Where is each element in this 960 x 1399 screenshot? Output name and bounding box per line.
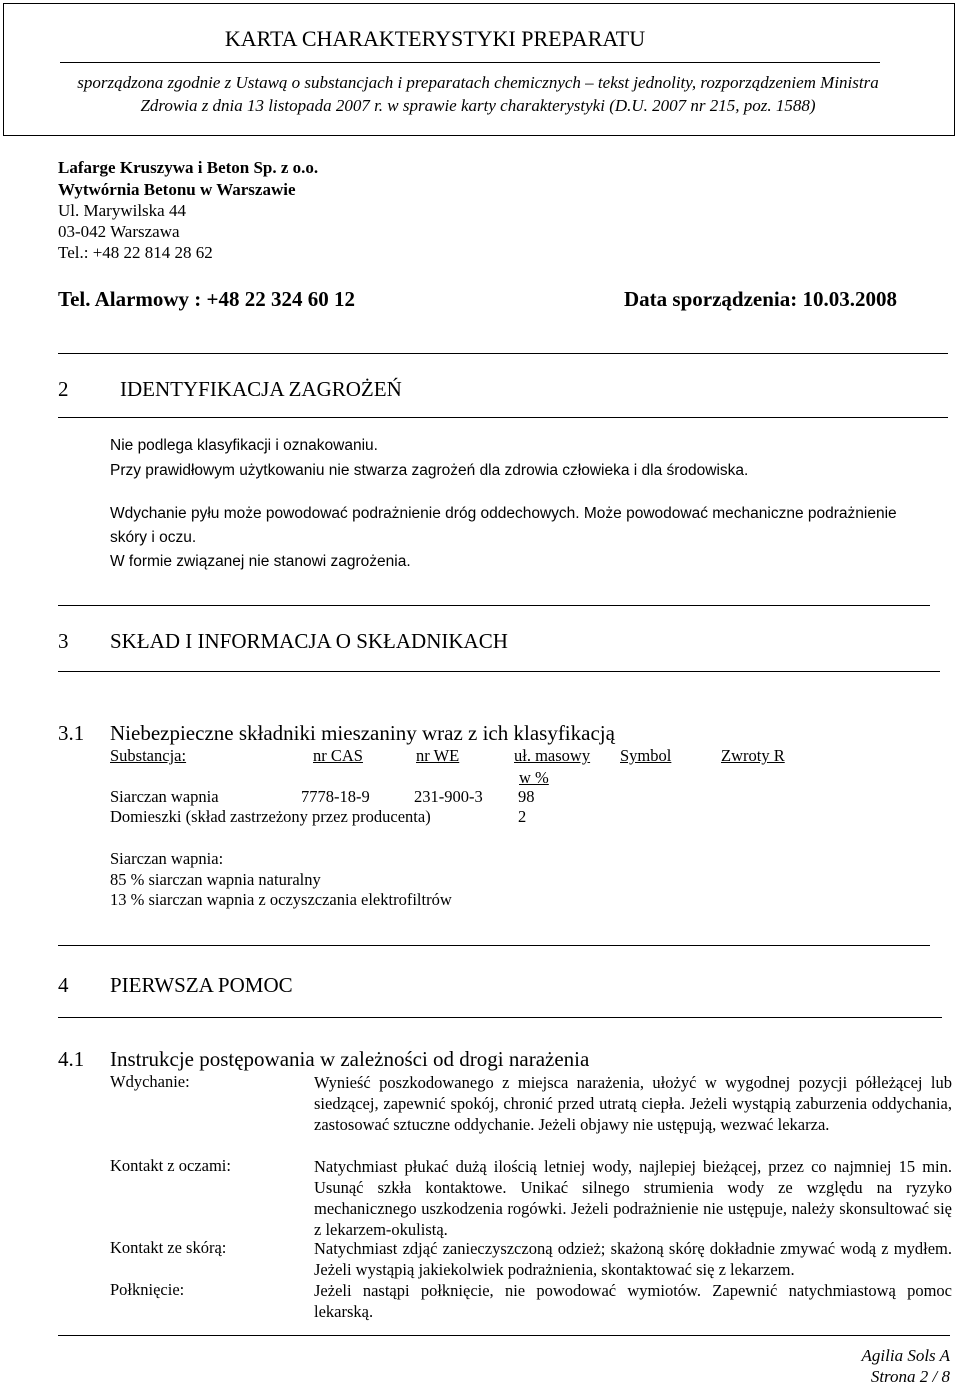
ingestion-text: Jeżeli nastąpi połknięcie, nie powodować wymiotów. Zapewnić natychmiastową pomoc lekarską. bbox=[314, 1281, 952, 1321]
row2-percent: 2 bbox=[518, 807, 527, 826]
section2-line2: Przy prawidłowym użytkowaniu nie stwarza zagrożeń dla zdrowia człowieka i dla środowiska. bbox=[110, 462, 749, 479]
note-line1: 85 % siarczan wapnia naturalny bbox=[110, 870, 321, 889]
skin-contact-text: Natychmiast zdjąć zanieczyszczoną odzież; skażoną skórę dokładnie zmywać wodą z mydłem. Jeżeli wystąpią jakiekolwiek podrażnienia, skontaktować się z lekarzem. bbox=[314, 1239, 952, 1279]
section2-line5: W formie związanej nie stanowi zagrożenia. bbox=[110, 553, 411, 570]
company-street: Ul. Marywilska 44 bbox=[58, 201, 186, 220]
row1-substance: Siarczan wapnia bbox=[110, 787, 219, 806]
section4-1-number: 4.1 bbox=[58, 1047, 85, 1071]
section4-number: 4 bbox=[58, 973, 69, 997]
company-city: 03-042 Warszawa bbox=[58, 222, 180, 241]
inhalation-label: Wdychanie: bbox=[110, 1072, 190, 1091]
section4-1-title: Instrukcje postępowania w zależności od drogi narażenia bbox=[110, 1047, 590, 1071]
eye-contact-text: Natychmiast płukać dużą ilością letniej wody, najlepiej bieżącej, przez co najmniej 15 min. Usunąć szkła kontaktowe. Unikać silnego strumienia wody ze względu na ryzyko mechanicznego uszkodzenia rogówki. Jeżeli podrażnienie nie ustępuje, należy skonsultować się z lekarzem-okulistą. bbox=[314, 1157, 952, 1239]
footer-page-number: Strona 2 / 8 bbox=[870, 1367, 950, 1386]
row1-cas: 7778-18-9 bbox=[301, 787, 370, 806]
section3-1-number: 3.1 bbox=[58, 721, 85, 745]
section2-bottom-rule bbox=[58, 417, 948, 418]
section4-bottom-rule bbox=[58, 1017, 942, 1018]
col-header-we: nr WE bbox=[416, 746, 460, 765]
section2-line1: Nie podlega klasyfikacji i oznakowaniu. bbox=[110, 437, 378, 454]
col-header-mass-fraction: uł. masowy bbox=[514, 746, 591, 765]
col-header-r-phrases: Zwroty R bbox=[721, 746, 785, 765]
note-title: Siarczan wapnia: bbox=[110, 849, 224, 868]
col-header-symbol: Symbol bbox=[620, 746, 672, 765]
section4-title: PIERWSZA POMOC bbox=[110, 973, 293, 997]
section2-line3: Wdychanie pyłu może powodować podrażnienie dróg oddechowych. Może powodować mechaniczne podrażnienie bbox=[110, 505, 897, 522]
section2-number: 2 bbox=[58, 377, 69, 401]
row1-we: 231-900-3 bbox=[414, 787, 483, 806]
section3-bottom-rule bbox=[58, 671, 940, 672]
header-subtitle-line2: Zdrowia z dnia 13 listopada 2007 r. w sprawie karty charakterystyki (D.U. 2007 nr 215, poz. 1588) bbox=[140, 96, 816, 115]
company-phone: Tel.: +48 22 814 28 62 bbox=[58, 243, 213, 262]
section2-line4: skóry i oczu. bbox=[110, 529, 197, 546]
company-plant: Wytwórnia Betonu w Warszawie bbox=[58, 180, 296, 199]
section3-number: 3 bbox=[58, 629, 69, 653]
section4-top-rule bbox=[58, 945, 930, 946]
note-line2: 13 % siarczan wapnia z oczyszczania elektrofiltrów bbox=[110, 890, 452, 909]
header-subtitle-line1: sporządzona zgodnie z Ustawą o substancjach i preparatach chemicznych – tekst jednolity, rozporządzeniem Ministra bbox=[77, 73, 879, 92]
skin-contact-label: Kontakt ze skórą: bbox=[110, 1238, 227, 1257]
document-title: KARTA CHARAKTERYSTYKI PREPARATU bbox=[224, 26, 646, 51]
col-header-substance: Substancja: bbox=[110, 746, 187, 765]
ingestion-label: Połknięcie: bbox=[110, 1280, 185, 1299]
inhalation-text: Wynieść poszkodowanego z miejsca narażenia, ułożyć w wygodnej pozycji półleżącej lub siedzącej, zapewnić spokój, chronić przed utratą ciepła. Jeżeli wystąpią zaburzenia oddychania, zastosować sztuczne oddychanie. Jeżeli objawy nie ustępują, wezwać lekarza. bbox=[314, 1073, 952, 1134]
footer-rule bbox=[58, 1335, 950, 1336]
row1-percent: 98 bbox=[518, 787, 535, 806]
col-header-percent: w % bbox=[519, 768, 549, 787]
col-header-cas: nr CAS bbox=[313, 746, 363, 765]
row2-substance: Domieszki (skład zastrzeżony przez producenta) bbox=[110, 807, 431, 826]
alarm-phone: Tel. Alarmowy : +48 22 324 60 12 bbox=[58, 287, 356, 311]
section2-top-rule bbox=[58, 353, 948, 354]
footer-product: Agilia Sols A bbox=[861, 1346, 950, 1365]
eye-contact-label: Kontakt z oczami: bbox=[110, 1156, 231, 1175]
section3-top-rule bbox=[58, 605, 930, 606]
company-name: Lafarge Kruszywa i Beton Sp. z o.o. bbox=[58, 158, 319, 177]
header-divider bbox=[60, 62, 880, 63]
section3-title: SKŁAD I INFORMACJA O SKŁADNIKACH bbox=[110, 629, 508, 653]
header-frame bbox=[3, 3, 955, 136]
section3-1-title: Niebezpieczne składniki mieszaniny wraz z ich klasyfikacją bbox=[110, 721, 615, 745]
section2-title: IDENTYFIKACJA ZAGROŻEŃ bbox=[120, 377, 402, 401]
preparation-date: Data sporządzenia: 10.03.2008 bbox=[624, 287, 897, 311]
